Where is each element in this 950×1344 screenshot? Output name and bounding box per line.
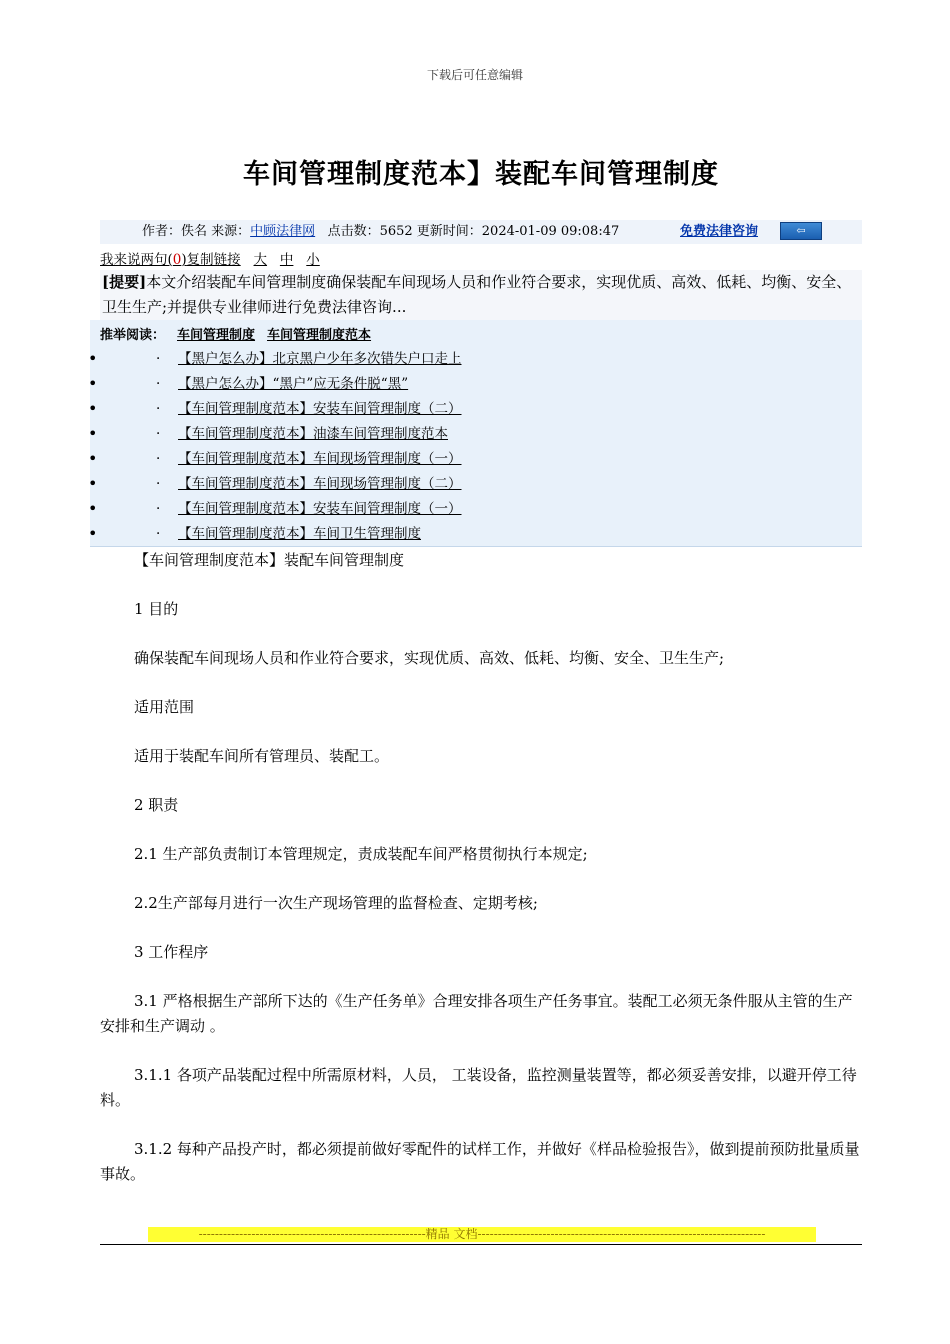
bullet-icon: • (88, 349, 98, 368)
article-paragraph: 3.1 严格根据生产部所下达的《生产任务单》合理安排各项生产任务事宜。装配工必须无条件服从主管的生产安排和生产调动 。 (100, 992, 853, 1035)
font-medium-link[interactable]: 中 (279, 252, 294, 268)
bullet-icon: • (88, 374, 98, 393)
back-button[interactable] (780, 222, 822, 240)
article-paragraph: 2 职责 (134, 796, 179, 814)
recommend-link[interactable]: 【车间管理制度范本】油漆车间管理制度范本 (178, 426, 448, 442)
meta-text (142, 220, 619, 244)
bullet-icon: • (88, 424, 98, 443)
recommend-tag[interactable]: 车间管理制度 (177, 328, 256, 343)
bullet-icon: · (156, 526, 161, 542)
bullet-icon: · (156, 376, 161, 392)
bullet-icon: · (156, 451, 161, 467)
meta-bar (100, 220, 862, 244)
list-item (90, 448, 862, 473)
comment-count: 0 (172, 252, 182, 268)
article-paragraph: 适用于装配车间所有管理员、装配工。 (134, 747, 390, 765)
recommend-tag[interactable]: 车间管理制度范本 (267, 328, 372, 343)
clicks-time: 点击数：5652 更新时间：2024-01-09 09:08:47 (327, 224, 620, 239)
recommend-link[interactable]: 【车间管理制度范本】安装车间管理制度（一） (178, 501, 462, 517)
article-paragraph: 确保装配车间现场人员和作业符合要求，实现优质、高效、低耗、均衡、安全、卫生生产; (134, 649, 725, 667)
action-row (100, 248, 320, 268)
recommend-label: 推举阅读： (100, 328, 166, 343)
bullet-icon: • (88, 474, 98, 493)
bullet-icon: · (156, 401, 161, 417)
article-paragraph: 1 目的 (134, 600, 179, 618)
bullet-icon: · (156, 426, 161, 442)
list-item (90, 473, 862, 498)
summary-box (100, 270, 862, 320)
recommend-list (90, 348, 862, 548)
header-note: 下载后可任意编辑 (426, 68, 523, 82)
footer-rule (100, 1244, 862, 1245)
article-paragraph: 2.1 生产部负责制订本管理规定，责成装配车间严格贯彻执行本规定; (134, 845, 588, 863)
recommend-link[interactable]: 【车间管理制度范本】车间现场管理制度（一） (178, 451, 462, 467)
list-item (90, 373, 862, 398)
list-item (90, 523, 862, 548)
bullet-icon: • (88, 399, 98, 418)
list-item (90, 348, 862, 373)
source-link[interactable]: 中顾法律网 (250, 224, 316, 239)
comment-link[interactable]: 我来说两句(0) (100, 252, 187, 268)
font-large-link[interactable]: 大 (253, 252, 268, 268)
bullet-icon: • (88, 449, 98, 468)
article-paragraph: 适用范围 (134, 698, 195, 716)
recommend-link[interactable]: 【黑户怎么办】北京黑户少年多次错失户口走上 (178, 351, 462, 367)
article-heading: 【车间管理制度范本】装配车间管理制度 (134, 551, 405, 569)
free-consult-link[interactable]: 免费法律咨询 (680, 224, 759, 239)
list-item (90, 423, 862, 448)
recommend-link[interactable]: 【车间管理制度范本】安装车间管理制度（二） (178, 401, 462, 417)
recommend-link[interactable]: 【车间管理制度范本】车间现场管理制度（二） (178, 476, 462, 492)
left-arrow-icon: ⇦ (796, 224, 806, 237)
summary-label: [提要] (102, 273, 147, 291)
bullet-icon: · (156, 501, 161, 517)
bullet-icon: · (156, 351, 161, 367)
list-item (90, 398, 862, 423)
page-title: 车间管理制度范本】装配车间管理制度 (243, 159, 719, 190)
font-small-link[interactable]: 小 (306, 252, 320, 268)
recommend-link[interactable]: 【车间管理制度范本】车间卫生管理制度 (178, 526, 421, 542)
summary-text: 本文介绍装配车间管理制度确保装配车间现场人员和作业符合要求，实现优质、高效、低耗、均衡、安全、卫生生产;并提供专业律师进行免费法律咨询... (102, 273, 852, 316)
copy-link[interactable]: 复制链接 (186, 252, 241, 268)
recommend-header (100, 324, 371, 343)
article-paragraph: 3.1.1 各项产品装配过程中所需原材料，人员， 工装设备，监控测量装置等，都必须妥善安排，以避开停工待料。 (100, 1066, 857, 1109)
recommend-box (90, 320, 862, 547)
article-body (100, 548, 862, 1187)
bullet-icon: · (156, 476, 161, 492)
recommend-link[interactable]: 【黑户怎么办】“黑户”应无条件脱“黑” (178, 376, 409, 392)
bullet-icon: • (88, 499, 98, 518)
author-source-label: 作者：佚名 来源： (142, 224, 251, 239)
article-paragraph: 3.1.2 每种产品投产时，都必须提前做好零配件的试样工作，并做好《样品检验报告》，做到提前预防批量质量事故。 (100, 1140, 860, 1183)
article-paragraph: 2.2生产部每月进行一次生产现场管理的监督检查、定期考核; (134, 894, 538, 912)
footer-banner: --------------------------------------------------------精品 文档----------------------------------------------------------------------- (148, 1227, 816, 1242)
list-item (90, 498, 862, 523)
article-paragraph: 3 工作程序 (134, 943, 209, 961)
bullet-icon: • (88, 524, 98, 543)
